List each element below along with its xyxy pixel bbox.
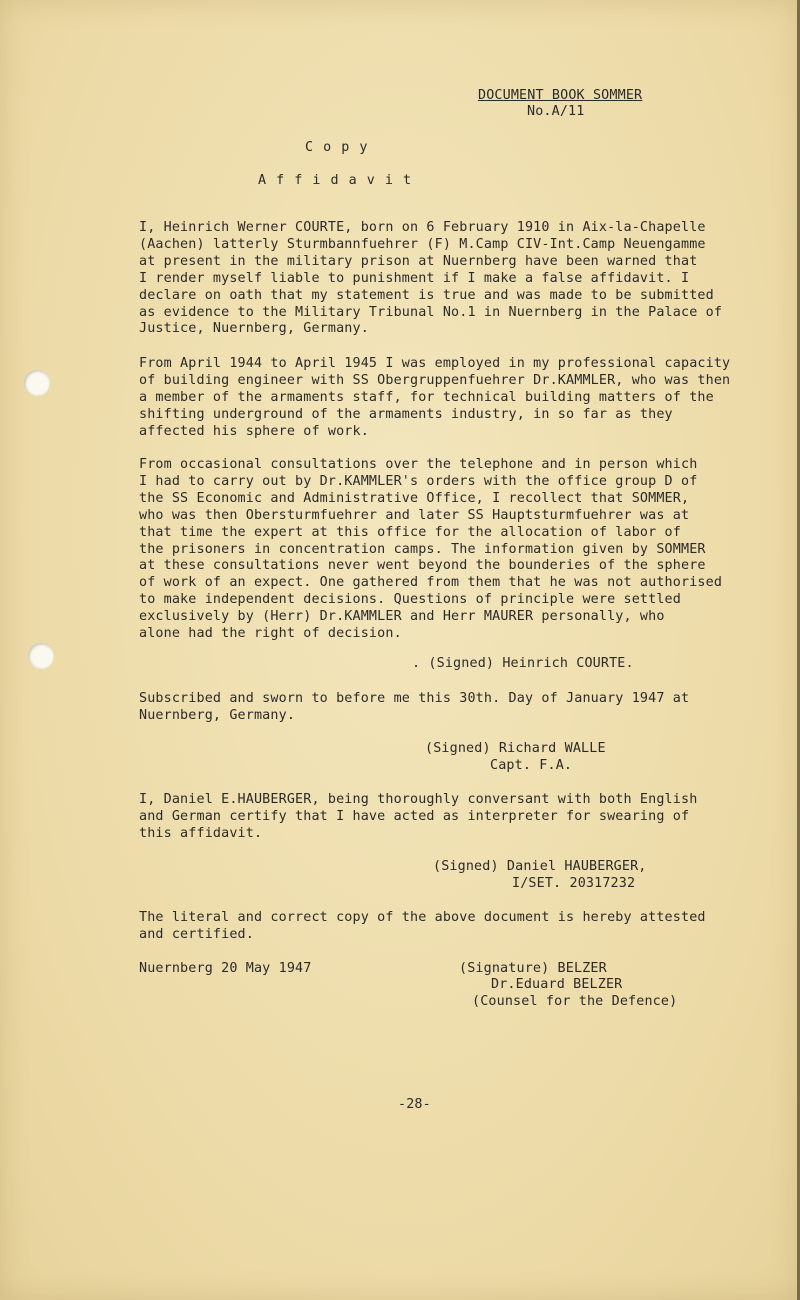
text-line: I render myself liable to punishment if I make a false affidavit. I	[139, 270, 690, 286]
page-number: -28-	[398, 1097, 431, 1112]
text-line: alone had the right of decision.	[139, 626, 402, 642]
paragraph-sworn	[139, 691, 749, 725]
text-line: of building engineer with SS Obergruppenfuehrer Dr.KAMMLER, who was then	[139, 372, 731, 388]
text-line: Subscribed and sworn to before me this 30th. Day of January 1947 at	[139, 691, 690, 706]
text-line: as evidence to the Military Tribunal No.1 in Nuernberg in the Palace of	[139, 304, 723, 320]
text-line: I had to carry out by Dr.KAMMLER's orders with the office group D of	[139, 473, 698, 489]
signature-belzer-role: (Counsel for the Defence)	[472, 994, 678, 1009]
text-line: of work of an expect. One gathered from them that he was not authorised	[139, 575, 723, 591]
text-line: a member of the armaments staff, for technical building matters of the	[139, 389, 714, 405]
text-line: shifting underground of the armaments industry, in so far as they	[139, 406, 673, 422]
text-line: at present in the military prison at Nuernberg have been warned that	[139, 253, 698, 269]
signature-courte: . (Signed) Heinrich COURTE.	[412, 656, 634, 671]
paragraph-employment	[139, 356, 749, 441]
place-date: Nuernberg 20 May 1947	[139, 961, 312, 976]
text-line: the SS Economic and Administrative Office, I recollect that SOMMER,	[139, 490, 690, 506]
punch-hole-top	[24, 370, 50, 396]
document-book-title: DOCUMENT BOOK SOMMER	[478, 88, 643, 103]
text-line: the prisoners in concentration camps. The information given by SOMMER	[139, 541, 706, 557]
affidavit-heading: A f f i d a v i t	[258, 173, 413, 188]
paragraph-interpreter	[139, 792, 749, 843]
text-line: Justice, Nuernberg, Germany.	[139, 321, 369, 337]
signature-belzer: (Signature) BELZER	[459, 961, 607, 976]
text-line: I, Daniel E.HAUBERGER, being thoroughly conversant with both English	[139, 792, 698, 807]
signature-belzer-name: Dr.Eduard BELZER	[491, 977, 623, 992]
text-line: exclusively by (Herr) Dr.KAMMLER and Herr MAURER personally, who	[139, 609, 665, 625]
text-line: From April 1944 to April 1945 I was employed in my professional capacity	[139, 356, 731, 371]
text-line: and certified.	[139, 926, 254, 942]
copy-heading: C o p y	[305, 140, 369, 155]
text-line: to make independent decisions. Questions of principle were settled	[139, 592, 681, 608]
document-number: No.A/11	[527, 104, 585, 119]
signature-hauberger: (Signed) Daniel HAUBERGER,	[433, 859, 647, 874]
signature-walle-rank: Capt. F.A.	[490, 758, 573, 773]
signature-hauberger-id: I/SET. 20317232	[512, 876, 636, 891]
signature-walle: (Signed) Richard WALLE	[425, 741, 606, 756]
text-line: that time the expert at this office for the allocation of labor of	[139, 524, 681, 540]
text-line: The literal and correct copy of the above document is hereby attested	[139, 910, 706, 925]
text-line: this affidavit.	[139, 825, 263, 841]
text-line: and German certify that I have acted as interpreter for swearing of	[139, 808, 690, 824]
paragraph-declaration	[139, 220, 749, 338]
text-line: (Aachen) latterly Sturmbannfuehrer (F) M.Camp CIV-Int.Camp Neuengamme	[139, 236, 706, 252]
text-line: who was then Obersturmfuehrer and later SS Hauptsturmfuehrer was at	[139, 507, 690, 523]
text-line: From occasional consultations over the telephone and in person which	[139, 457, 698, 472]
punch-hole-bottom	[28, 643, 54, 669]
text-line: I, Heinrich Werner COURTE, born on 6 February 1910 in Aix-la-Chapelle	[139, 220, 706, 235]
paragraph-attestation	[139, 910, 749, 944]
paragraph-consultations	[139, 457, 749, 643]
text-line: Nuernberg, Germany.	[139, 707, 296, 723]
text-line: at these consultations never went beyond the bounderies of the sphere	[139, 558, 706, 574]
text-line: affected his sphere of work.	[139, 423, 369, 439]
text-line: declare on oath that my statement is true and was made to be submitted	[139, 287, 714, 303]
